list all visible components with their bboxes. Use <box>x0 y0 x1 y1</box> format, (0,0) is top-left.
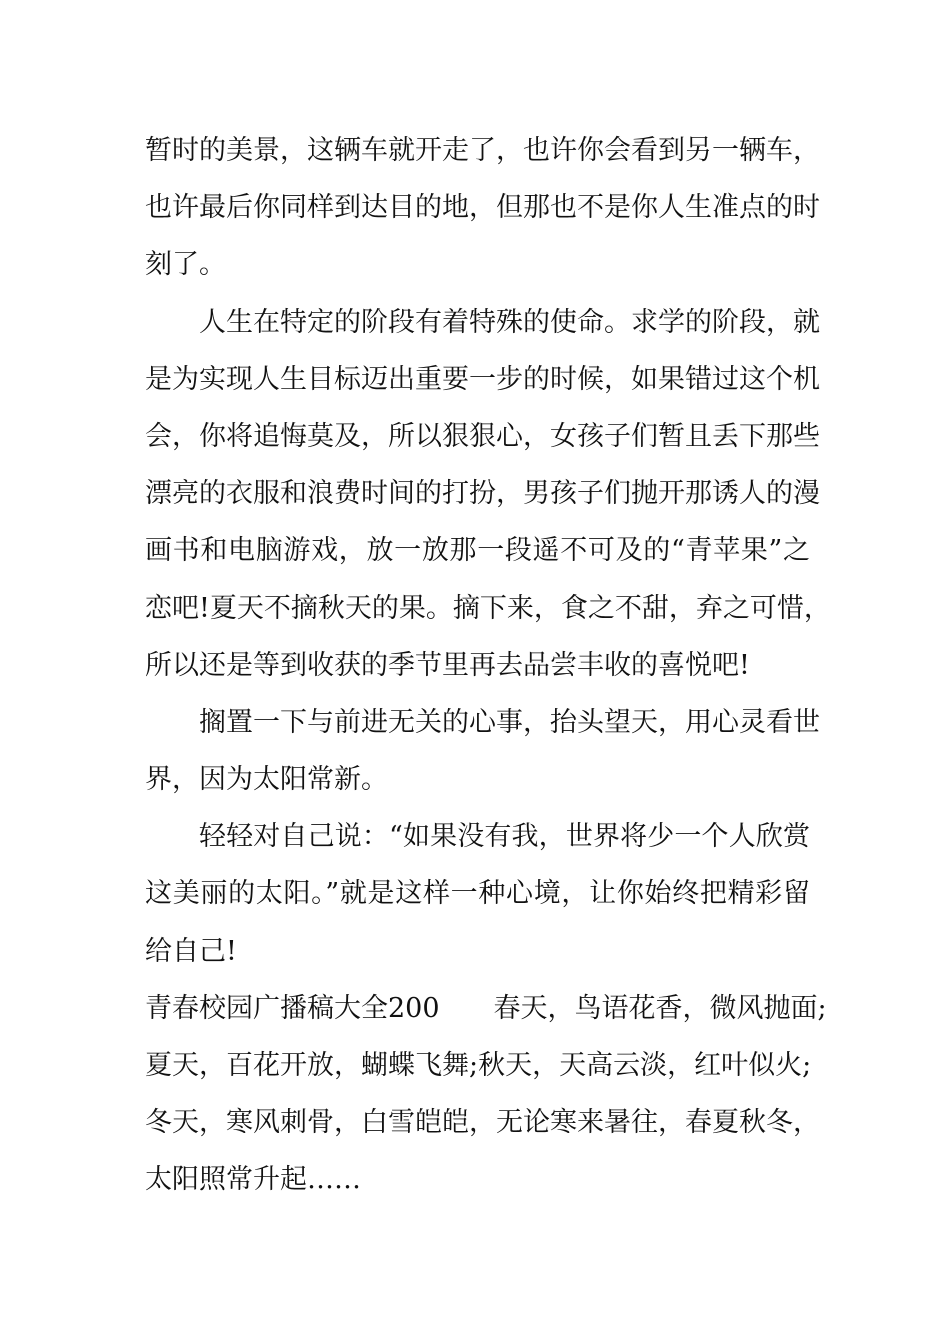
text-line: 所以还是等到收获的季节里再去品尝丰收的喜悦吧! <box>145 649 750 681</box>
text-line: 画书和电脑游戏，放一放那一段遥不可及的“青苹果”之 <box>145 535 810 567</box>
text-line: 会，你将追悔莫及，所以狠狠心，女孩子们暂且丢下那些 <box>145 420 820 452</box>
text-line: 夏天，百花开放，蝴蝶飞舞;秋天，天高云淡，红叶似火; <box>145 1050 812 1081</box>
text-line: 是为实现人生目标迈出重要一步的时候，如果错过这个机 <box>145 363 820 395</box>
text-line: 冬天，寒风刺骨，白雪皑皑，无论寒来暑往，春夏秋冬， <box>145 1107 820 1139</box>
text-line: 搁置一下与前进无关的心事，抬头望天，用心灵看世 <box>199 706 820 738</box>
text-line: 暂时的美景，这辆车就开走了，也许你会看到另一辆车， <box>145 135 820 166</box>
text-line: 人生在特定的阶段有着特殊的使命。求学的阶段，就 <box>199 306 820 338</box>
text-line: 刻了。 <box>145 249 226 281</box>
text-line: 轻轻对自己说：“如果没有我，世界将少一个人欣赏 <box>199 821 810 853</box>
text-line: 漂亮的衣服和浪费时间的打扮，男孩子们抛开那诱人的漫 <box>145 478 820 510</box>
text-line: 太阳照常升起…… <box>145 1164 361 1196</box>
text-line: 给自己! <box>145 935 237 967</box>
text-line: 青春校园广播稿大全200 春天，鸟语花香，微风抛面; <box>145 992 827 1024</box>
text-line: 界，因为太阳常新。 <box>145 764 388 796</box>
text-line: 这美丽的太阳。”就是这样一种心境，让你始终把精彩留 <box>145 878 810 910</box>
text-line: 也许最后你同样到达目的地，但那也不是你人生准点的时 <box>145 192 820 224</box>
body-text <box>145 122 831 1209</box>
text-line: 恋吧!夏天不摘秋天的果。摘下来，食之不甜，弃之可惜， <box>145 592 831 624</box>
